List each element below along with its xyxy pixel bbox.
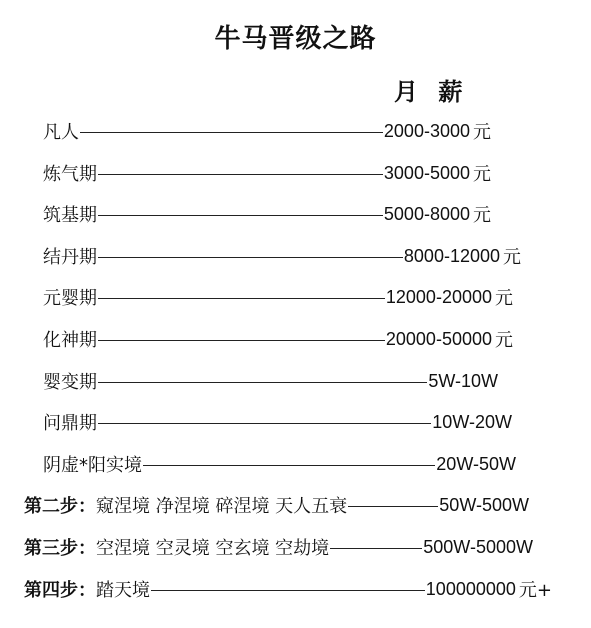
stage-name: 窥涅境 净涅境 碎涅境 天人五衰 [96,496,348,517]
list-item [43,241,521,271]
stage-name: 阴虚*阳实境 [43,455,142,476]
stage-name: 踏天境 [96,580,150,601]
leader-line [98,423,431,424]
salary-range: 5W-10W [428,370,498,391]
leader-line [151,590,425,591]
salary-unit: 元+ [518,580,552,601]
stage-name: 元婴期 [43,288,97,309]
leader-line [348,506,438,507]
salary-unit: 元 [473,164,491,185]
list-item [43,449,519,479]
salary-range: 8000-12000 [403,245,500,266]
salary-range: 10W-20W [432,411,512,432]
step-label: 第二步： [24,496,96,517]
step-label: 第四步： [24,580,96,601]
leader-line [98,298,385,299]
list-item [24,574,552,604]
list-item [43,407,515,437]
list-item [24,490,532,520]
salary-range: 12000-20000 [385,286,492,307]
salary-unit: 元 [473,205,491,226]
list-item [43,116,491,146]
salary-range: 500W-5000W [423,536,533,557]
salary-range: 50W-500W [439,494,529,515]
salary-range: 20000-50000 [385,328,492,349]
list-item [24,532,536,562]
leader-line [98,257,403,258]
salary-range: 20W-50W [436,453,516,474]
stage-name: 问鼎期 [43,413,97,434]
list-item [43,324,513,354]
leader-line [98,174,383,175]
step-label: 第三步： [24,538,96,559]
salary-unit: 元 [473,122,491,143]
leader-line [330,548,422,549]
list-item [43,158,491,188]
salary-range: 3000-5000 [383,162,470,183]
leader-line [143,465,435,466]
leader-line [98,340,385,341]
list-item [43,199,491,229]
salary-range: 5000-8000 [383,203,470,224]
leader-line [80,132,383,133]
stage-name: 炼气期 [43,164,97,185]
stage-name: 凡人 [43,122,79,143]
page-title: 牛马晋级之路 [214,24,377,54]
salary-unit: 元 [495,330,513,351]
salary-range: 100000000 [425,578,516,599]
leader-line [98,215,383,216]
stage-name: 筑基期 [43,205,97,226]
salary-range: 2000-3000 [383,120,470,141]
leader-line [98,382,427,383]
salary-unit: 元 [503,247,521,268]
stage-name: 结丹期 [43,247,97,268]
stage-name: 化神期 [43,330,97,351]
salary-header: 月 薪 [394,78,469,106]
stage-name: 空涅境 空灵境 空玄境 空劫境 [96,538,330,559]
list-item [43,366,501,396]
stage-name: 婴变期 [43,372,97,393]
salary-unit: 元 [495,288,513,309]
list-item [43,282,513,312]
